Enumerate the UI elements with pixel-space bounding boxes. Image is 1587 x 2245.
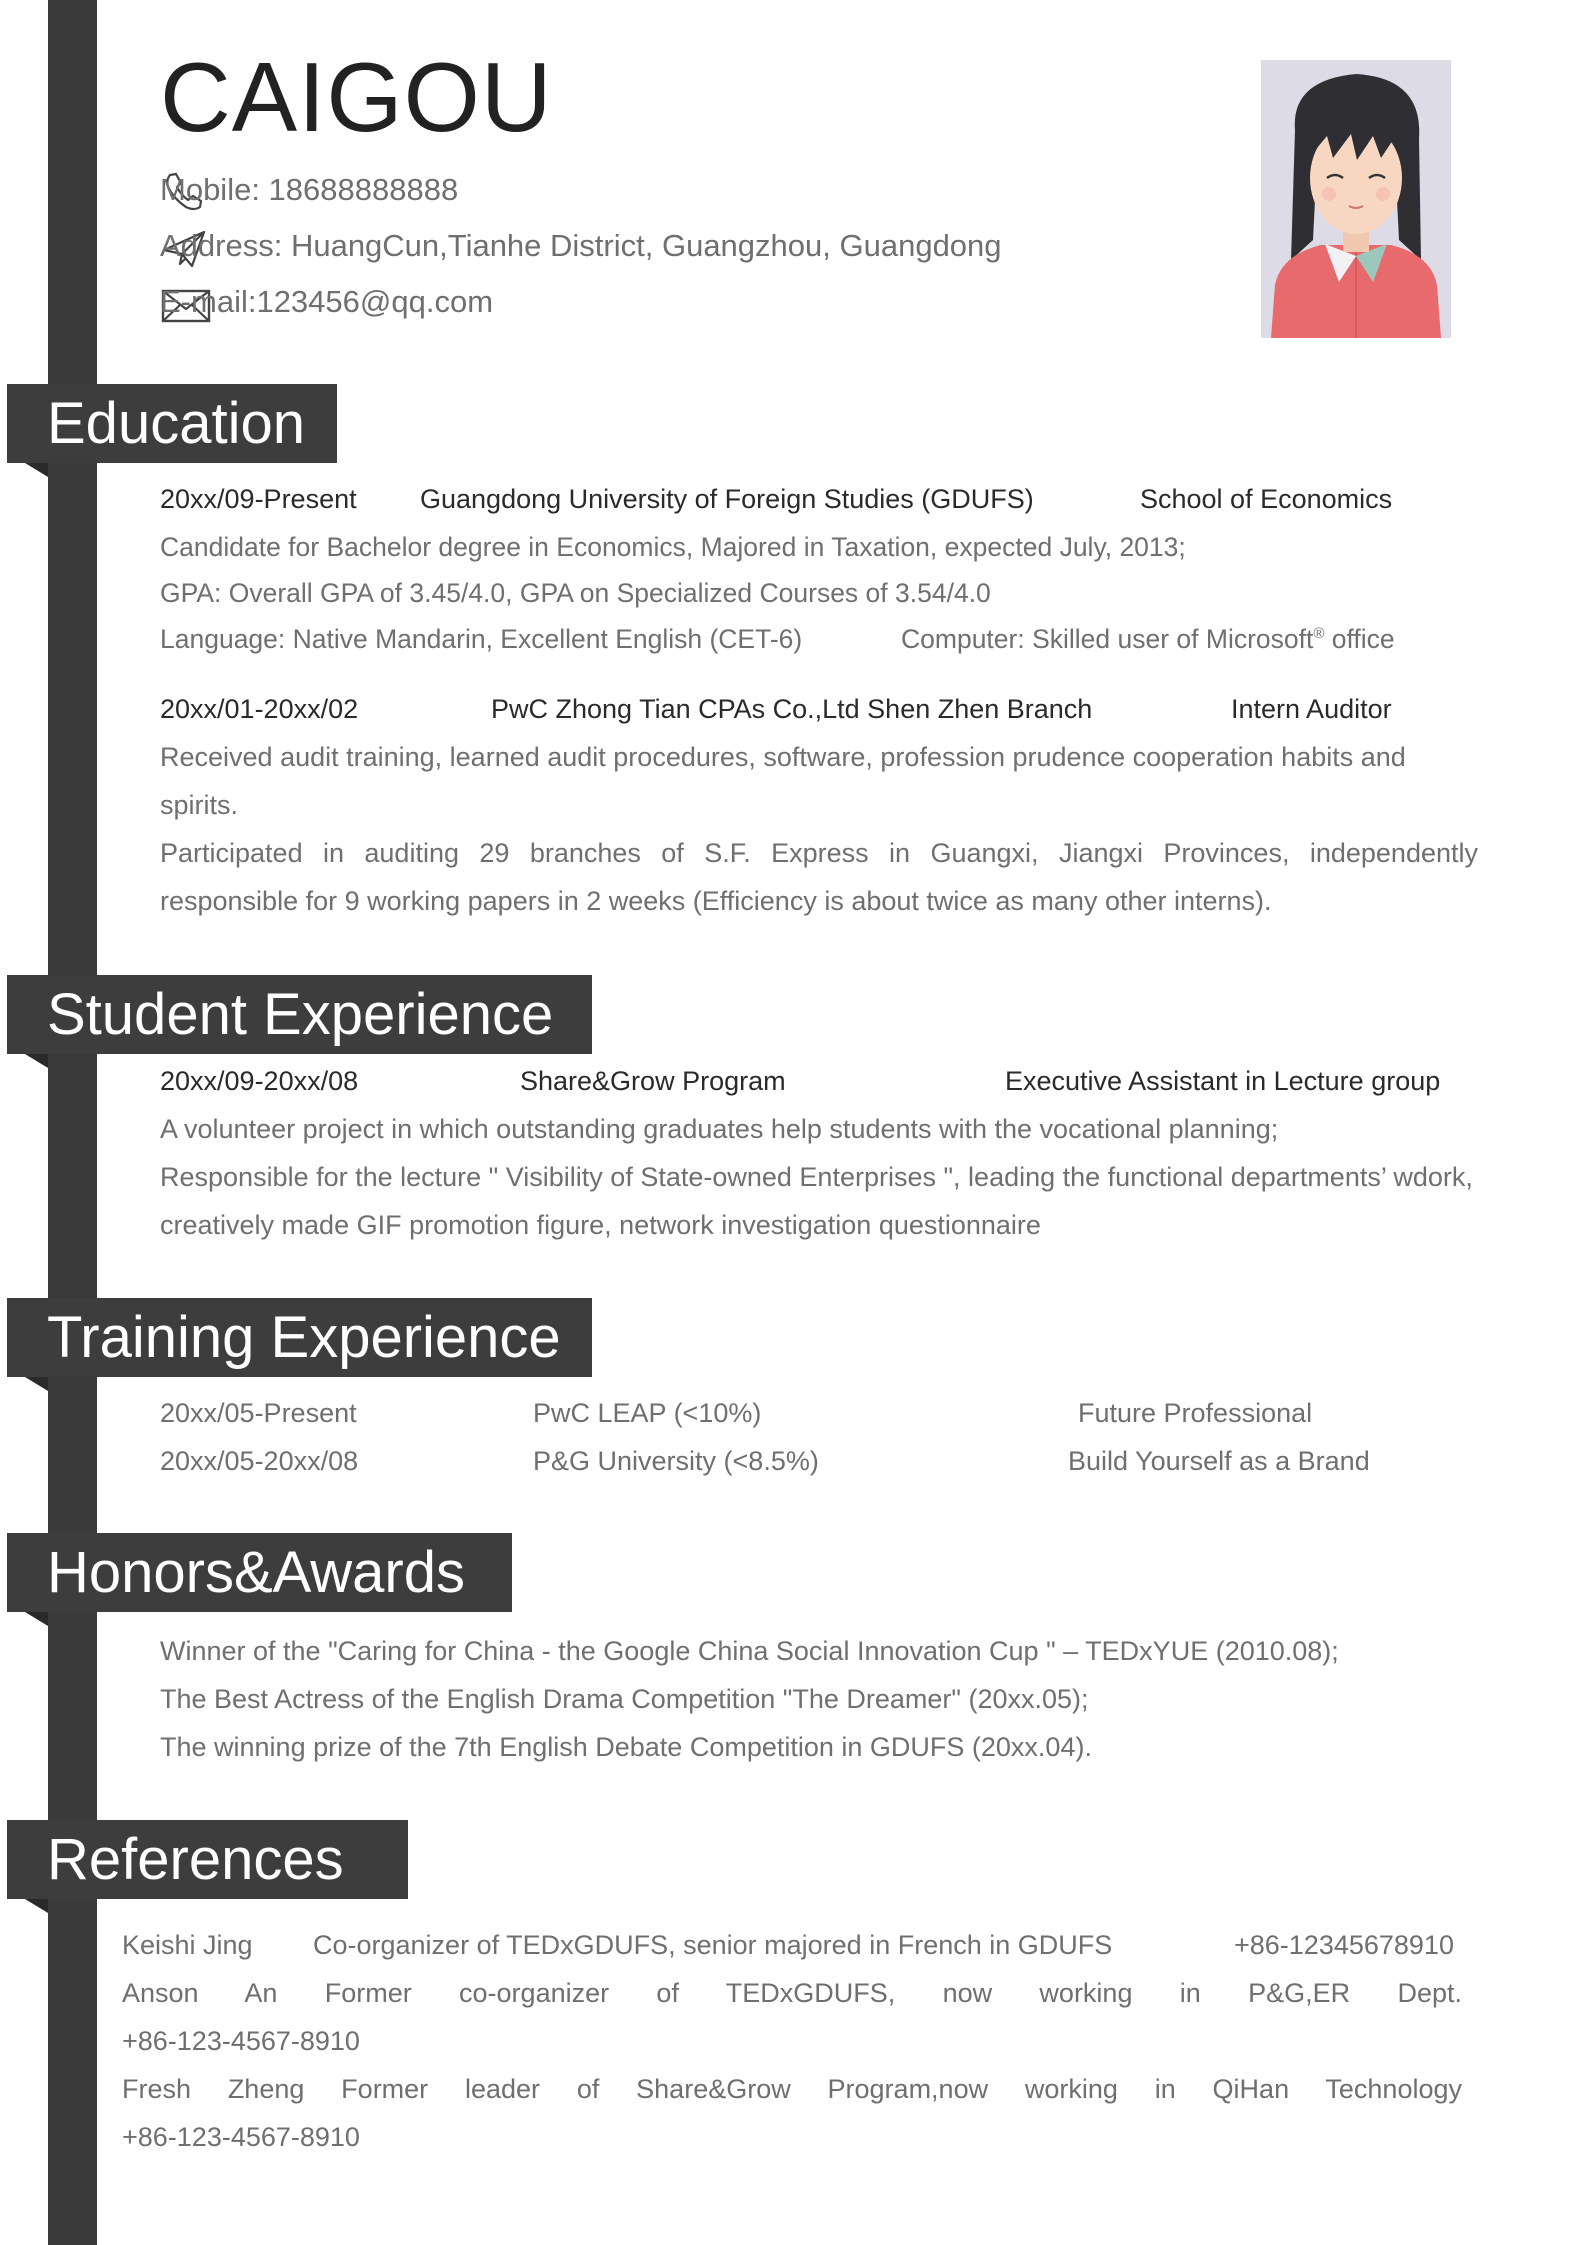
edu1-line2: GPA: Overall GPA of 3.45/4.0, GPA on Specialized Courses of 3.54/4.0 xyxy=(160,578,991,608)
section-tab-fold xyxy=(25,1899,48,1913)
edu2-role: Intern Auditor xyxy=(1231,694,1392,724)
student-role: Executive Assistant in Lecture group xyxy=(1005,1066,1441,1096)
edu2-line1: Received audit training, learned audit procedures, software, profession prudence cooperation habits and xyxy=(160,742,1406,772)
section-tab-fold xyxy=(25,463,48,477)
section-header-education: Education xyxy=(7,384,337,463)
edu2-line4: responsible for 9 working papers in 2 weeks (Efficiency is about twice as many other interns). xyxy=(160,886,1272,916)
edu1-computer xyxy=(901,624,1395,655)
reference-2-phone: +86-123-4567-8910 xyxy=(122,2026,360,2056)
section-header-student-experience: Student Experience xyxy=(7,975,592,1054)
student-org: Share&Grow Program xyxy=(520,1066,786,1096)
student-line2: Responsible for the lecture " Visibility of State-owned Enterprises ", leading the functional departments’ wdork, xyxy=(160,1162,1473,1192)
training-2-org: P&G University (<8.5%) xyxy=(533,1446,819,1476)
section-tab-fold xyxy=(25,1054,48,1068)
vertical-timeline-bar xyxy=(48,0,97,2245)
avatar-illustration xyxy=(1261,60,1451,338)
honor-1: Winner of the "Caring for China - the Google China Social Innovation Cup " – TEDxYUE (2010.08); xyxy=(160,1636,1339,1666)
edu1-org: Guangdong University of Foreign Studies (GDUFS) xyxy=(420,484,1034,514)
reference-2-line: Anson An Former co-organizer of TEDxGDUFS, now working in P&G,ER Dept. xyxy=(122,1978,1462,2008)
section-header-honors-awards: Honors&Awards xyxy=(7,1533,512,1612)
candidate-name: CAIGOU xyxy=(160,42,553,152)
email-text: E-mail:123456@qq.com xyxy=(160,284,494,319)
honor-3: The winning prize of the 7th English Debate Competition in GDUFS (20xx.04). xyxy=(160,1732,1092,1762)
address-text: Address: HuangCun,Tianhe District, Guangzhou, Guangdong xyxy=(160,228,1002,263)
training-1-date: 20xx/05-Present xyxy=(160,1398,357,1428)
training-1-title: Future Professional xyxy=(1078,1398,1313,1428)
edu2-line3: Participated in auditing 29 branches of S.F. Express in Guangxi, Jiangxi Provinces, independently xyxy=(160,838,1478,868)
profile-photo xyxy=(1261,60,1451,338)
honor-2: The Best Actress of the English Drama Competition "The Dreamer" (20xx.05); xyxy=(160,1684,1089,1714)
reference-1-description: Co-organizer of TEDxGDUFS, senior majored in French in GDUFS xyxy=(313,1930,1113,1960)
student-date: 20xx/09-20xx/08 xyxy=(160,1066,359,1096)
registered-mark: ® xyxy=(1313,625,1325,643)
edu2-line2: spirits. xyxy=(160,790,239,820)
section-tab-fold xyxy=(25,1377,48,1391)
edu1-role: School of Economics xyxy=(1140,484,1393,514)
edu2-org: PwC Zhong Tian CPAs Co.,Ltd Shen Zhen Branch xyxy=(491,694,1093,724)
edu1-date: 20xx/09-Present xyxy=(160,484,357,514)
edu1-line1: Candidate for Bachelor degree in Economics, Majored in Taxation, expected July, 2013; xyxy=(160,532,1186,562)
edu2-date: 20xx/01-20xx/02 xyxy=(160,694,359,724)
section-tab-fold xyxy=(25,1612,48,1626)
training-1-org: PwC LEAP (<10%) xyxy=(533,1398,762,1428)
reference-3-phone: +86-123-4567-8910 xyxy=(122,2122,360,2152)
reference-1-name: Keishi Jing xyxy=(122,1930,253,1960)
edu1-computer-pre: Computer: Skilled user of Microsoft xyxy=(901,624,1314,654)
training-2-title: Build Yourself as a Brand xyxy=(1068,1446,1370,1476)
section-header-training-experience: Training Experience xyxy=(7,1298,592,1377)
student-line1: A volunteer project in which outstanding graduates help students with the vocational planning; xyxy=(160,1114,1279,1144)
training-2-date: 20xx/05-20xx/08 xyxy=(160,1446,359,1476)
section-header-references: References xyxy=(7,1820,408,1899)
edu1-language: Language: Native Mandarin, Excellent English (CET-6) xyxy=(160,624,803,654)
reference-1-phone: +86-12345678910 xyxy=(1234,1930,1454,1960)
edu1-computer-post: office xyxy=(1324,624,1395,654)
student-line3: creatively made GIF promotion figure, network investigation questionnaire xyxy=(160,1210,1041,1240)
mobile-text: Mobile: 18688888888 xyxy=(160,172,459,207)
reference-3-line: Fresh Zheng Former leader of Share&Grow Program,now working in QiHan Technology xyxy=(122,2074,1462,2104)
